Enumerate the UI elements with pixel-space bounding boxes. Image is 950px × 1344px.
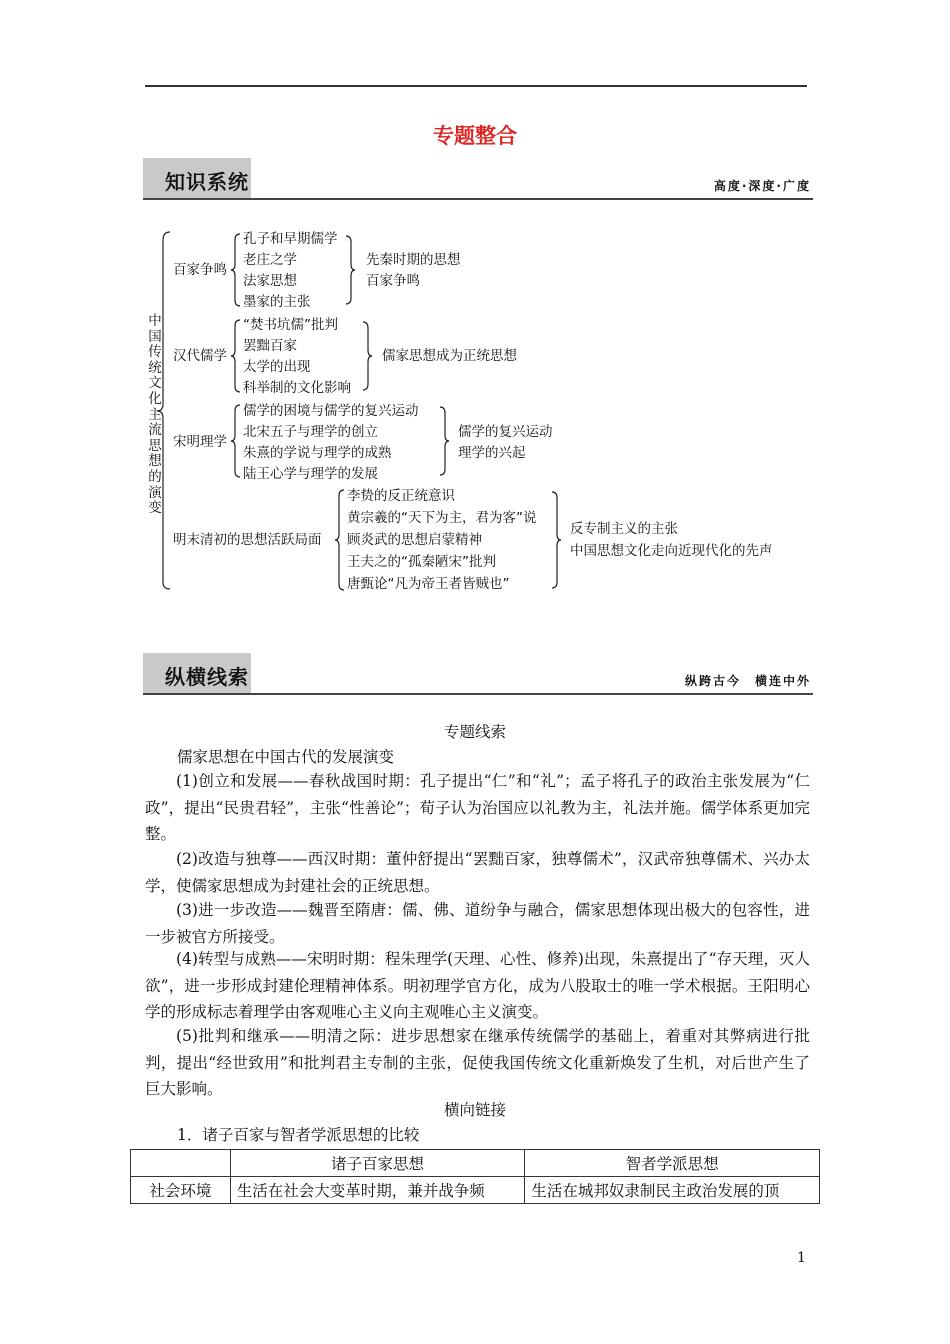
group-item: 墨家的主张 [243, 294, 311, 310]
section-rule [143, 693, 813, 695]
group-item: 孔子和早期儒学 [243, 231, 338, 247]
diagram-root: 中国传统文化主流思想的演变 [148, 313, 162, 517]
group-result: 反专制主义的主张 [570, 521, 678, 537]
heading-clues: 专题线索 [443, 723, 506, 741]
group-result: 儒家思想成为正统思想 [382, 348, 517, 364]
group-label: 百家争鸣 [173, 262, 227, 278]
comparison-table [130, 1149, 820, 1204]
group-item: 太学的出现 [243, 359, 311, 375]
paragraph-5: (5)批判和继承——明清之际：进步思想家在继承传统儒学的基础上，着重对其弊病进行批判，提出“经世致用”和批判君主专制的主张，促使我国传统文化重新焕发了生机，对后世产生了巨大影响。 [145, 1027, 810, 1098]
group-label: 宋明理学 [173, 434, 227, 450]
group-item: 唐甄论“凡为帝王者皆贼也” [347, 576, 510, 592]
paragraph-4: (4)转型与成熟——宋明时期：程朱理学(天理、心性、修养)出现，朱熹提出了“存天理，灭人欲”，进一步形成封建伦理精神体系。明初理学官方化，成为八股取士的唯一学术根据。王阳明心学的形成标志着理学由客观唯心主义向主观唯心主义演变。 [145, 950, 810, 1021]
table-header-row [131, 1150, 820, 1177]
group-item: 罢黜百家 [243, 338, 297, 354]
group-item: 科举制的文化影响 [243, 380, 351, 396]
page-title: 专题整合 [433, 124, 517, 148]
group-result: 百家争鸣 [366, 273, 420, 289]
group-item: 顾炎武的思想启蒙精神 [347, 532, 482, 548]
group-result: 儒学的复兴运动 [458, 424, 553, 440]
group-item: 朱熹的学说与理学的成熟 [243, 445, 392, 461]
comparison-title: 1．诸子百家与智者学派思想的比较 [177, 1126, 420, 1144]
group-result: 理学的兴起 [458, 445, 526, 461]
table-header-cell: 诸子百家思想 [230, 1150, 525, 1177]
paragraph-2: (2)改造与独尊——西汉时期：董仲舒提出“罢黜百家，独尊儒术”，汉武帝独尊儒术、兴办太学，使儒家思想成为封建社会的正统思想。 [145, 850, 810, 895]
table-row [131, 1177, 820, 1204]
table-cell: 生活在社会大变革时期，兼并战争频 [230, 1177, 525, 1204]
group-item: 黄宗羲的“天下为主，君为客”说 [347, 510, 537, 526]
table-cell: 社会环境 [131, 1177, 231, 1204]
group-item: 王夫之的“孤秦陋宋”批判 [347, 554, 496, 570]
paragraph-3: (3)进一步改造——魏晋至隋唐：儒、佛、道纷争与融合，儒家思想体现出极大的包容性，进一步被官方所接受。 [145, 901, 810, 946]
group-item: 老庄之学 [243, 252, 297, 268]
group-item: 法家思想 [243, 273, 297, 289]
page-number: 1 [797, 1250, 806, 1266]
group-item: 儒学的困境与儒学的复兴运动 [243, 403, 419, 419]
group-result: 中国思想文化走向近现代化的先声 [570, 543, 773, 559]
table-header-cell [131, 1150, 231, 1177]
section-title: 纵横线索 [165, 665, 249, 689]
section-title: 知识系统 [165, 170, 249, 194]
section-header-clues [143, 653, 813, 697]
table-header-cell: 智者学派思想 [525, 1150, 820, 1177]
paragraph-1: (1)创立和发展——春秋战国时期：孔子提出“仁”和“礼”；孟子将孔子的政治主张发展为“仁政”，提出“民贵君轻”，主张“性善论”；荀子认为治国应以礼教为主，礼法并施。儒学体系更加完整。 [145, 772, 810, 843]
group-label: 汉代儒学 [173, 348, 227, 364]
group-item: 李贽的反正统意识 [347, 488, 455, 504]
heading-links: 横向链接 [443, 1101, 506, 1119]
group-item: 陆王心学与理学的发展 [243, 466, 378, 482]
group-result: 先秦时期的思想 [366, 252, 461, 268]
group-item: 北宋五子与理学的创立 [243, 424, 378, 440]
table-cell: 生活在城邦奴隶制民主政治发展的顶 [525, 1177, 820, 1204]
intro-line: 儒家思想在中国古代的发展演变 [177, 748, 395, 766]
group-item: “焚书坑儒”批判 [243, 317, 338, 333]
section-subtitle: 纵跨古今 横连中外 [684, 674, 811, 688]
group-label: 明末清初的思想活跃局面 [173, 532, 322, 548]
section-subtitle: 高度·深度·广度 [713, 179, 811, 193]
